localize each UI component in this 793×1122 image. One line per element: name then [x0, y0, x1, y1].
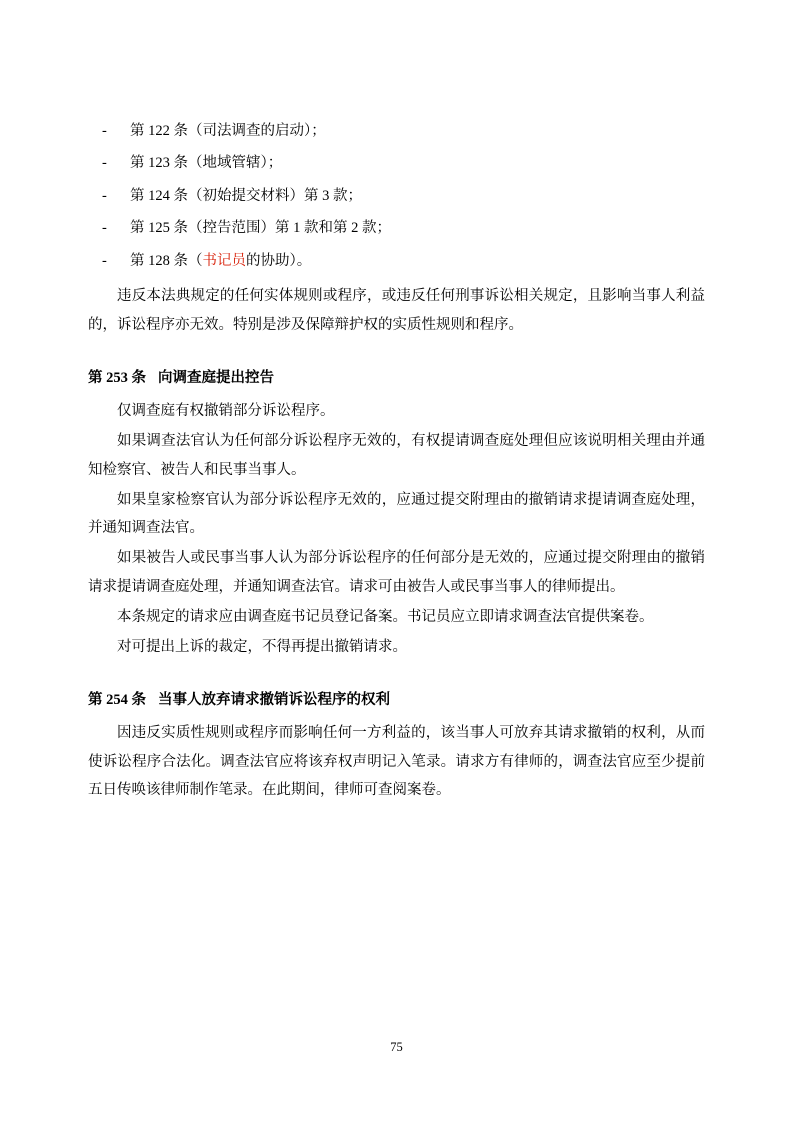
- list-item: [88, 217, 705, 239]
- list-bullet: -: [102, 187, 107, 204]
- list-item-highlighted: [88, 250, 705, 272]
- list-bullet: -: [102, 155, 107, 172]
- paragraph-invalidity: 违反本法典规定的任何实体规则或程序，或违反任何刑事诉讼相关规定，且影响当事人利益的，诉讼程序亦无效。特别是涉及保障辩护权的实质性规则和程序。: [88, 288, 705, 333]
- page-number: 75: [390, 1040, 403, 1054]
- section-number: 第 253 条: [88, 369, 146, 386]
- list-item-prefix: 第 128 条（: [130, 252, 203, 269]
- list-item-label: 第 125 条（控告范围）第 1 款和第 2 款；: [130, 220, 391, 237]
- paragraph: 因违反实质性规则或程序而影响任何一方利益的，该当事人可放弃其请求撤销的权利，从而使诉讼程序合法化。调查法官应将该弃权声明记入笔录。请求方有律师的，调查法官应至少提前五日传唤该律师制作笔录。在此期间，律师可查阅案卷。: [88, 725, 705, 798]
- section-heading-253: [88, 365, 705, 391]
- list-item: [88, 120, 705, 142]
- paragraph: 如果调查法官认为任何部分诉讼程序无效的，有权提请调查庭处理但应该说明相关理由并通知检察官、被告人和民事当事人。: [88, 433, 705, 478]
- section-title: 向调查庭提出控告: [158, 369, 274, 386]
- list-item-suffix: 的协助）。: [246, 252, 312, 269]
- article-reference-list: [88, 120, 705, 272]
- paragraph: 如果被告人或民事当事人认为部分诉讼程序的任何部分是无效的，应通过提交附理由的撤销请求提请调查庭处理，并通知调查法官。请求可由被告人或民事当事人的律师提出。: [88, 550, 705, 595]
- list-item-label: 第 123 条（地域管辖）；: [130, 155, 283, 172]
- paragraph: 本条规定的请求应由调查庭书记员登记备案。书记员应立即请求调查法官提供案卷。: [117, 608, 654, 625]
- paragraph: 仅调查庭有权撤销部分诉讼程序。: [117, 402, 335, 419]
- list-item: [88, 185, 705, 207]
- list-bullet: -: [102, 220, 107, 237]
- section-heading-254: [88, 687, 705, 713]
- paragraph: 对可提出上诉的裁定，不得再提出撤销请求。: [117, 639, 407, 656]
- list-bullet: -: [102, 252, 107, 269]
- paragraph: 如果皇家检察官认为部分诉讼程序无效的，应通过提交附理由的撤销请求提请调查庭处理，并通知调查法官。: [88, 491, 705, 537]
- list-bullet: -: [102, 123, 107, 139]
- list-item-label: 第 124 条（初始提交材料）第 3 款；: [130, 187, 362, 204]
- section-number: 第 254 条: [88, 692, 146, 709]
- list-item-label: 第 122 条（司法调查的启动）；: [130, 123, 326, 139]
- document-body: [88, 120, 705, 804]
- section-title: 当事人放弃请求撤销诉讼程序的权利: [158, 692, 390, 709]
- list-item: [88, 152, 705, 174]
- highlighted-term: 书记员: [202, 252, 246, 269]
